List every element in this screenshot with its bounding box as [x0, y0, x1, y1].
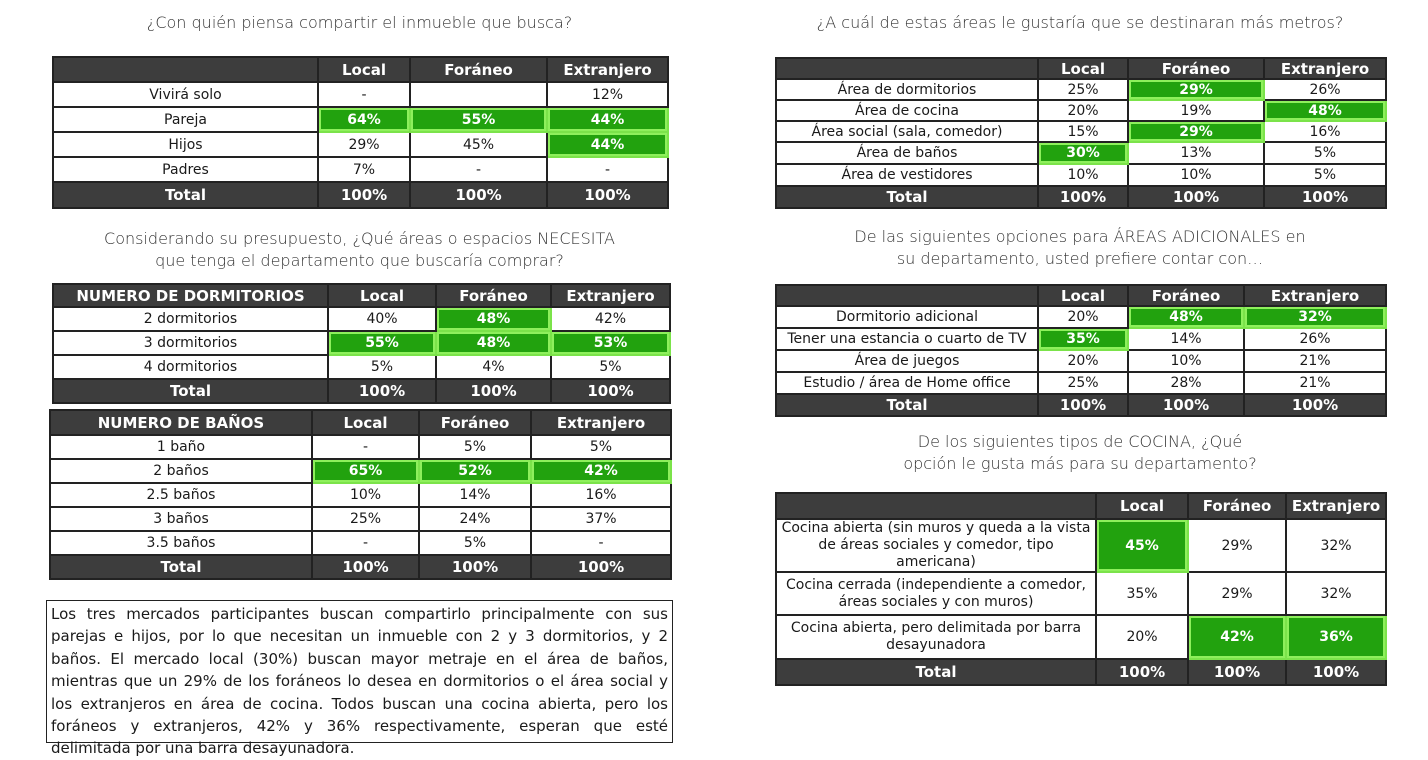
cell: 12%	[547, 82, 668, 107]
total-row	[776, 394, 1386, 416]
cell: 100%	[436, 379, 551, 403]
cell: 15%	[1038, 121, 1128, 142]
table-row	[53, 331, 670, 355]
cell-highlight: 45%	[1096, 519, 1188, 572]
q4-title-line2: su departamento, usted prefiere contar con…	[896, 249, 1264, 268]
cell: 29%	[1188, 519, 1286, 572]
cell-highlight: 44%	[547, 107, 668, 132]
cell-highlight: 65%	[312, 459, 419, 483]
table-row	[776, 372, 1386, 394]
cell-highlight: 32%	[1244, 306, 1386, 328]
row-label: 3 dormitorios	[53, 331, 328, 355]
cell: 25%	[1038, 79, 1128, 100]
cell: 100%	[410, 182, 547, 208]
row-label: 3 baños	[50, 507, 312, 531]
cell: 100%	[1244, 394, 1386, 416]
cell: 100%	[318, 182, 410, 208]
table-row	[53, 132, 668, 157]
cell-highlight: 35%	[1038, 328, 1128, 350]
cell: 10%	[1128, 164, 1264, 186]
table-row	[776, 615, 1386, 659]
q1-title: ¿Con quién piensa compartir el inmueble que busca?	[146, 13, 573, 32]
row-label: 3.5 baños	[50, 531, 312, 555]
cell: -	[410, 157, 547, 182]
cell: 100%	[1038, 186, 1128, 208]
cell: -	[318, 82, 410, 107]
cell: 26%	[1264, 79, 1386, 100]
row-label: Cocina abierta (sin muros y queda a la vista de áreas sociales y comedor, tipo americana)	[776, 519, 1096, 572]
cell: 28%	[1128, 372, 1244, 394]
cell: 5%	[328, 355, 436, 379]
cell-highlight: 30%	[1038, 142, 1128, 164]
table-row	[776, 121, 1386, 142]
cell: 20%	[1038, 100, 1128, 121]
cell: 100%	[312, 555, 419, 579]
header-local: Local	[312, 410, 419, 435]
total-row	[50, 555, 671, 579]
header-local: Local	[328, 284, 436, 307]
header-extranjero: Extranjero	[547, 57, 668, 82]
table-row	[776, 164, 1386, 186]
total-row	[53, 379, 670, 403]
header-foraneo: Foráneo	[436, 284, 551, 307]
cell: 5%	[551, 355, 670, 379]
cell: 32%	[1286, 519, 1386, 572]
total-row	[776, 659, 1386, 685]
cell: -	[312, 531, 419, 555]
header-blank	[776, 285, 1038, 306]
cell: 37%	[531, 507, 671, 531]
cell: 20%	[1096, 615, 1188, 659]
cell: 100%	[1128, 186, 1264, 208]
cell: 100%	[531, 555, 671, 579]
total-row	[53, 182, 668, 208]
header-foraneo: Foráneo	[419, 410, 531, 435]
table-row	[776, 306, 1386, 328]
cell: 5%	[1264, 142, 1386, 164]
cell-highlight: 53%	[551, 331, 670, 355]
q5-table	[775, 492, 1387, 686]
table-row	[53, 157, 668, 182]
cell: 100%	[1264, 186, 1386, 208]
cell: 5%	[419, 531, 531, 555]
dormitorios-table	[52, 283, 671, 404]
cell: 100%	[551, 379, 670, 403]
cell: 25%	[312, 507, 419, 531]
row-label: Estudio / área de Home office	[776, 372, 1038, 394]
header-local: Local	[1038, 285, 1128, 306]
row-label: Total	[776, 186, 1038, 208]
header-extranjero: Extranjero	[531, 410, 671, 435]
row-label: Padres	[53, 157, 318, 182]
cell-highlight: 48%	[436, 331, 551, 355]
header-local: Local	[318, 57, 410, 82]
table-row	[776, 79, 1386, 100]
row-label: Área social (sala, comedor)	[776, 121, 1038, 142]
cell: 100%	[1096, 659, 1188, 685]
row-label: Área de baños	[776, 142, 1038, 164]
q1-table	[52, 56, 669, 209]
cell: -	[531, 531, 671, 555]
row-label: Área de dormitorios	[776, 79, 1038, 100]
q5-title	[775, 431, 1385, 475]
header-extranjero: Extranjero	[1264, 58, 1386, 79]
q3-table	[775, 57, 1387, 209]
row-label: Pareja	[53, 107, 318, 132]
cell-highlight: 48%	[436, 307, 551, 331]
cell: 32%	[1286, 572, 1386, 615]
header-blank	[776, 58, 1038, 79]
banos-table	[49, 409, 672, 580]
cell-highlight: 42%	[531, 459, 671, 483]
table-row	[50, 531, 671, 555]
cell: 26%	[1244, 328, 1386, 350]
row-label: Cocina cerrada (independiente a comedor, áreas sociales y con muros)	[776, 572, 1096, 615]
cell: 14%	[1128, 328, 1244, 350]
cell: 21%	[1244, 350, 1386, 372]
cell: 7%	[318, 157, 410, 182]
row-label: 2.5 baños	[50, 483, 312, 507]
table-row	[50, 507, 671, 531]
cell: 20%	[1038, 306, 1128, 328]
q4-title	[775, 226, 1385, 270]
row-label: Tener una estancia o cuarto de TV	[776, 328, 1038, 350]
cell-highlight: 29%	[1128, 121, 1264, 142]
cell: 5%	[531, 435, 671, 459]
row-label: Total	[776, 394, 1038, 416]
cell: 40%	[328, 307, 436, 331]
row-label: Área de juegos	[776, 350, 1038, 372]
cell-highlight: 64%	[318, 107, 410, 132]
table-row	[776, 142, 1386, 164]
header-local: Local	[1038, 58, 1128, 79]
table-row	[53, 307, 670, 331]
table-row	[50, 483, 671, 507]
row-label: Área de vestidores	[776, 164, 1038, 186]
cell: 29%	[1188, 572, 1286, 615]
row-label: Área de cocina	[776, 100, 1038, 121]
cell-highlight: 42%	[1188, 615, 1286, 659]
table-row	[776, 328, 1386, 350]
cell: 19%	[1128, 100, 1264, 121]
cell-highlight: 52%	[419, 459, 531, 483]
cell: 29%	[318, 132, 410, 157]
cell: 35%	[1096, 572, 1188, 615]
table-row	[50, 435, 671, 459]
row-label: Total	[53, 379, 328, 403]
cell-highlight: 55%	[410, 107, 547, 132]
cell: 25%	[1038, 372, 1128, 394]
cell: 45%	[410, 132, 547, 157]
table-row	[776, 572, 1386, 615]
row-label: 2 dormitorios	[53, 307, 328, 331]
q2-title-line2: que tenga el departamento que buscaría comprar?	[155, 251, 564, 270]
cell: 100%	[1128, 394, 1244, 416]
q5-title-line2: opción le gusta más para su departamento?	[903, 454, 1257, 473]
cell: 4%	[436, 355, 551, 379]
cell: 16%	[531, 483, 671, 507]
table-row	[50, 459, 671, 483]
row-label: Total	[776, 659, 1096, 685]
cell: 16%	[1264, 121, 1386, 142]
cell-highlight: 29%	[1128, 79, 1264, 100]
header-blank	[776, 493, 1096, 519]
header-foraneo: Foráneo	[1128, 285, 1244, 306]
cell-highlight: 48%	[1128, 306, 1244, 328]
cell: 42%	[551, 307, 670, 331]
cell: -	[312, 435, 419, 459]
cell: 10%	[1038, 164, 1128, 186]
q2-title-line1: Considerando su presupuesto, ¿Qué áreas o espacios NECESITA	[104, 229, 615, 248]
table-row	[53, 107, 668, 132]
q4-title-line1: De las siguientes opciones para ÁREAS ADICIONALES en	[854, 227, 1306, 246]
cell: 100%	[1188, 659, 1286, 685]
row-label: Hijos	[53, 132, 318, 157]
q3-title: ¿A cuál de estas áreas le gustaría que se destinaran más metros?	[816, 13, 1344, 32]
row-label: Cocina abierta, pero delimitada por barra desayunadora	[776, 615, 1096, 659]
table-row	[776, 519, 1386, 572]
header-blank	[53, 57, 318, 82]
cell-highlight: 36%	[1286, 615, 1386, 659]
cell-highlight: 48%	[1264, 100, 1386, 121]
header-extranjero: Extranjero	[551, 284, 670, 307]
cell: 5%	[419, 435, 531, 459]
header-dormitorios: NUMERO DE DORMITORIOS	[53, 284, 328, 307]
cell: -	[547, 157, 668, 182]
table-row	[776, 350, 1386, 372]
header-foraneo: Foráneo	[410, 57, 547, 82]
cell-highlight: 55%	[328, 331, 436, 355]
header-foraneo: Foráneo	[1128, 58, 1264, 79]
cell: 21%	[1244, 372, 1386, 394]
cell: 10%	[312, 483, 419, 507]
cell: 100%	[328, 379, 436, 403]
q2-title	[52, 228, 667, 272]
table-row	[53, 82, 668, 107]
cell: 20%	[1038, 350, 1128, 372]
row-label: 1 baño	[50, 435, 312, 459]
cell	[410, 82, 547, 107]
cell: 24%	[419, 507, 531, 531]
header-local: Local	[1096, 493, 1188, 519]
cell: 100%	[419, 555, 531, 579]
cell-highlight: 44%	[547, 132, 668, 157]
row-label: Total	[53, 182, 318, 208]
table-row	[53, 355, 670, 379]
cell: 10%	[1128, 350, 1244, 372]
table-row	[776, 100, 1386, 121]
q4-table	[775, 284, 1387, 417]
cell: 100%	[547, 182, 668, 208]
cell: 5%	[1264, 164, 1386, 186]
cell: 100%	[1286, 659, 1386, 685]
cell: 100%	[1038, 394, 1128, 416]
q5-title-line1: De los siguientes tipos de COCINA, ¿Qué	[917, 432, 1243, 451]
row-label: 4 dormitorios	[53, 355, 328, 379]
header-extranjero: Extranjero	[1244, 285, 1386, 306]
header-foraneo: Foráneo	[1188, 493, 1286, 519]
row-label: Dormitorio adicional	[776, 306, 1038, 328]
row-label: Total	[50, 555, 312, 579]
total-row	[776, 186, 1386, 208]
cell: 14%	[419, 483, 531, 507]
summary-note: Los tres mercados participantes buscan compartirlo principalmente con sus parejas e hijos, por lo que necesitan un inmueble con 2 y 3 dormitorios, y 2 baños. El mercado local (30%) buscan mayor metraje en el área de baños, mientras que un 29% de los foráneos lo desea en dormitorios o el área social y los extranjeros en área de cocina. Todos buscan una cocina abierta, pero los foráneos y extranjeros, 42% y 36% respectivamente, esperan que esté delimitada por una barra desayunadora.	[46, 600, 673, 743]
header-banos: NUMERO DE BAÑOS	[50, 410, 312, 435]
header-extranjero: Extranjero	[1286, 493, 1386, 519]
row-label: Vivirá solo	[53, 82, 318, 107]
row-label: 2 baños	[50, 459, 312, 483]
cell: 13%	[1128, 142, 1264, 164]
